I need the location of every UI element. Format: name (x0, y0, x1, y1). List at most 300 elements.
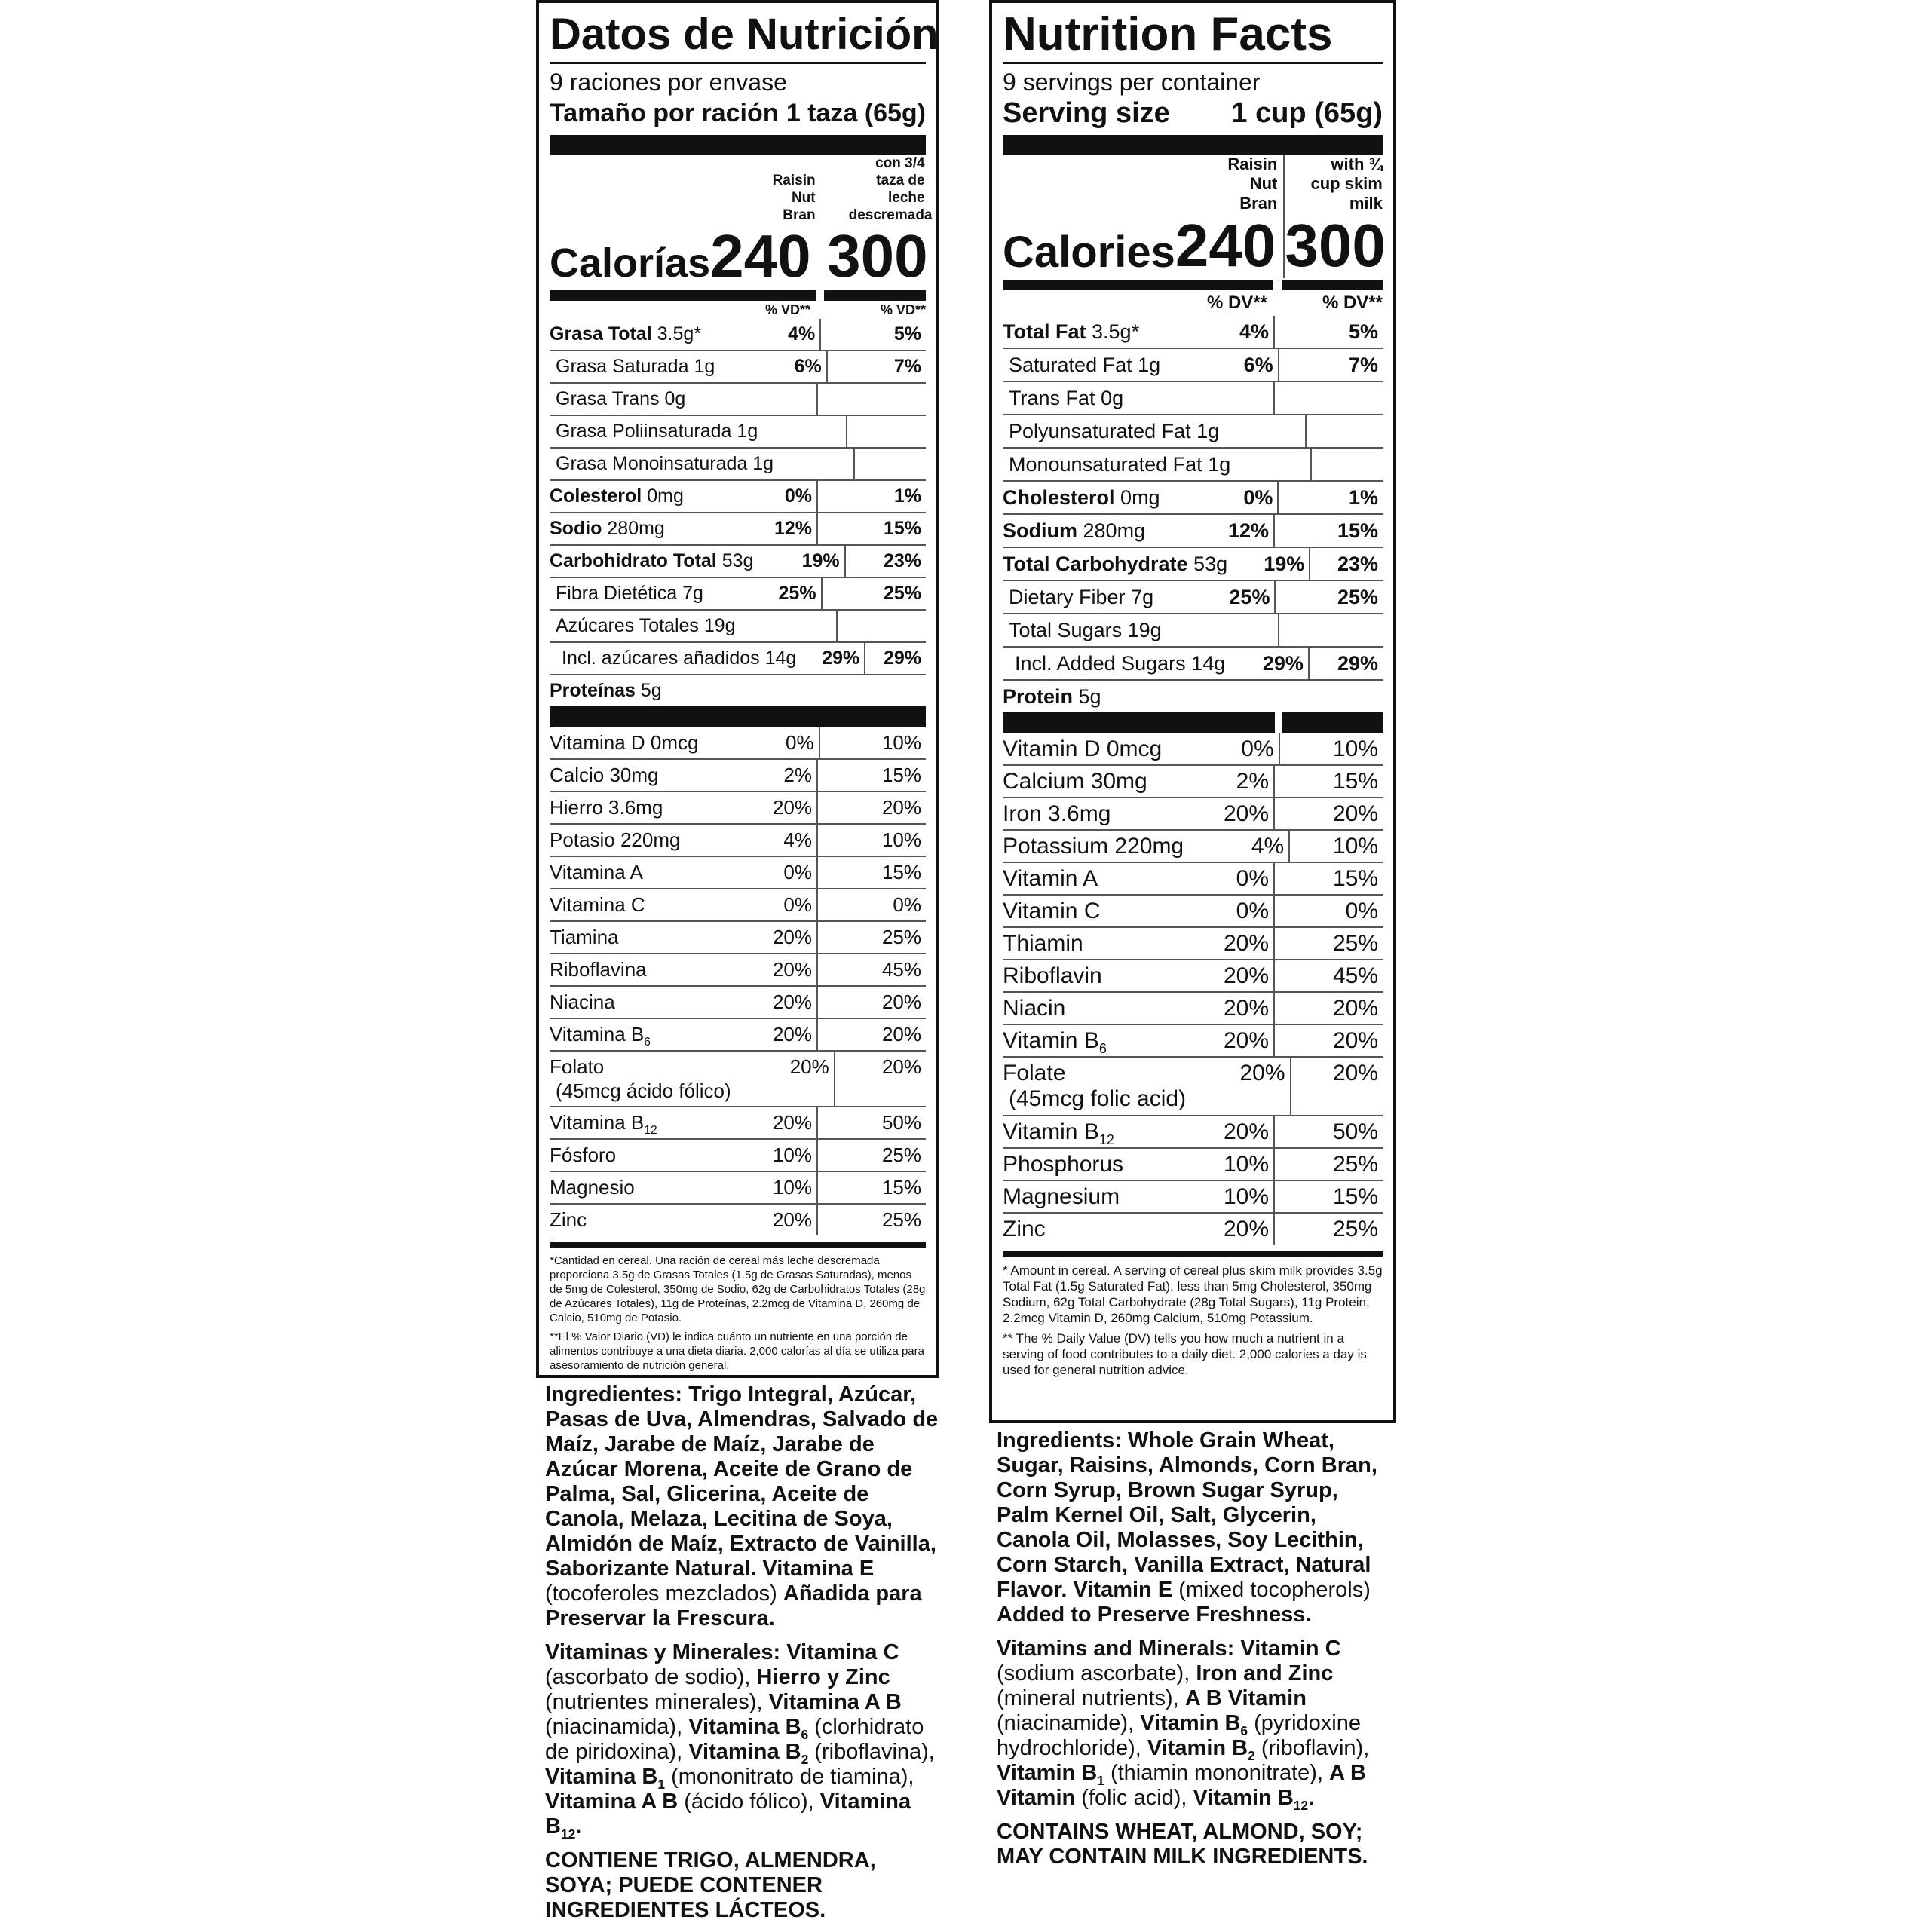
servings-per-container: 9 raciones por envase (550, 69, 787, 96)
nutrient-row (550, 675, 926, 706)
nutrient-name (550, 449, 774, 479)
calories-milk: 300 (1285, 212, 1386, 279)
vitamin-dv-cereal: 10% (772, 1176, 812, 1199)
nutrient-label: Polyunsaturated Fat (1009, 420, 1191, 442)
nutrient-dv-cereal (736, 611, 836, 641)
vitamin-dv-cereal: 20% (1223, 1028, 1269, 1053)
vm-text: Vitamina A B (545, 1790, 679, 1814)
vitamin-note: (45mcg folic acid) (1009, 1086, 1187, 1111)
vitamin-dv-cereal: 4% (1251, 834, 1285, 859)
vitamin-row (550, 760, 926, 792)
ingredients-text: Ingredients: Whole Grain Wheat, Sugar, Raisins, Almonds, Corn Bran, Corn Syrup, Brown Sugar Syrup, Palm Kernel Oil, Salt, Glycerin, Canola Oil, Molasses, Soy Lecithin, Corn Starch, Vanilla Extract, Natural Flavor. Vitamin E (997, 1428, 1377, 1602)
nutrient-row (550, 449, 926, 481)
vitamin-dv-cereal: 20% (1223, 996, 1269, 1021)
nutrient-dv-milk: 23% (844, 546, 926, 577)
vitamin-label: Niacin (1003, 996, 1066, 1021)
nutrient-name (550, 384, 694, 415)
vitamin-dv-milk: 20% (1273, 798, 1383, 829)
vm-text: Vitamin B (997, 1761, 1098, 1785)
nutrient-dv-milk: 15% (816, 513, 926, 544)
nutrient-row (550, 481, 926, 513)
nutrient-dv-milk: 25% (821, 578, 926, 609)
vitamin-dv-cereal: 0% (783, 861, 812, 883)
vm-text: A B Vitamin (1184, 1686, 1307, 1710)
vm-subscript: 2 (1248, 1747, 1255, 1763)
vitamin-name (1003, 896, 1151, 926)
dv-header (550, 301, 926, 319)
calories-col-cereal (710, 172, 818, 289)
nutrient-row (550, 416, 926, 449)
vitamin-row (550, 1140, 926, 1172)
nutrient-amount: 1g (752, 453, 774, 474)
nutrient-label: Sodio (550, 518, 602, 539)
nutrient-label: Total Fat (1003, 320, 1086, 343)
serving-size-label: Tamaño por ración (550, 99, 779, 127)
nutrient-dv-milk: 7% (1278, 349, 1383, 381)
vitamin-name (1003, 1214, 1151, 1245)
nutrient-amount: 280mg (1083, 519, 1146, 542)
vitamin-dv-milk: 20% (1273, 1025, 1383, 1056)
vitamin-label: Phosphorus (1003, 1152, 1124, 1177)
vitamin-row (550, 825, 926, 857)
vitamin-name (550, 1205, 694, 1235)
vitamin-name (550, 1019, 694, 1050)
calories-row (1003, 155, 1386, 279)
vitamin-row (1003, 766, 1383, 798)
nutrient-name (1003, 648, 1225, 679)
vm-subscript: 12 (560, 1826, 576, 1842)
vitamin-dv-milk: 25% (1273, 1149, 1383, 1180)
nutrient-name (1003, 349, 1160, 381)
nutrient-name (550, 481, 694, 512)
vitamin-name (550, 1172, 694, 1203)
nutrient-row (550, 384, 926, 416)
panel-title: Datos de Nutrición (550, 8, 926, 64)
vitamin-label: Tiamina (550, 926, 619, 948)
vitamin-dv-milk: 15% (1273, 766, 1383, 797)
nutrient-row (1003, 548, 1383, 581)
nutrient-name (1003, 482, 1160, 513)
nutrient-dv-cereal (1219, 415, 1305, 447)
vm-label: Vitaminas y Minerales: Vitamina C (545, 1640, 899, 1664)
nutrient-label: Incl. Added Sugars (1015, 652, 1186, 675)
calories-divider (550, 290, 926, 301)
nutrient-row (550, 351, 926, 384)
footnote-daily-value: ** The % Daily Value (DV) tells you how much a nutrient in a serving of food contributes to a daily diet. 2,000 calories a day is used for general nutrition advice. (1003, 1331, 1367, 1377)
vitamin-name (1003, 863, 1151, 894)
nutrient-row (1003, 415, 1383, 449)
vitamin-dv-milk: 15% (816, 1172, 926, 1203)
vitamin-name (1003, 1116, 1151, 1147)
vitamin-list (1003, 733, 1383, 1245)
nutrient-dv-cereal: 12% (1227, 519, 1269, 542)
calories-divider (1003, 280, 1383, 290)
nutrient-dv-milk (816, 675, 926, 706)
nutrient-amount: 7g (682, 583, 703, 604)
vitamin-label: Thiamin (1003, 931, 1083, 956)
vm-text: . (575, 1814, 582, 1839)
vitamin-label: Potasio 220mg (550, 828, 681, 851)
allergen-statement (997, 1820, 1389, 1869)
nutrient-amount: 0g (664, 388, 686, 409)
vitamin-row (1003, 1116, 1383, 1149)
nutrient-name (1003, 382, 1151, 414)
nutrient-dv-cereal: 4% (788, 323, 816, 344)
nutrient-name (1003, 415, 1219, 447)
vitamin-name (1003, 1149, 1151, 1180)
vitamin-label: Potassium 220mg (1003, 834, 1184, 859)
vitamin-row (550, 954, 926, 987)
column-header-milk: with ¾ cup skim milk (1310, 155, 1383, 213)
nutrient-dv-cereal (774, 449, 853, 479)
vm-subscript: 1 (657, 1776, 666, 1792)
nutrient-name (1003, 581, 1153, 613)
nutrient-row (550, 546, 926, 578)
nutrient-amount: 1g (1196, 420, 1220, 442)
nutrient-dv-milk: 23% (1309, 548, 1383, 580)
dv-header-cereal: % VD** (764, 302, 810, 317)
nutrient-dv-milk: 5% (819, 319, 926, 350)
vitamin-label: Vitamina A (550, 861, 643, 883)
vm-subscript: 2 (801, 1751, 809, 1767)
nutrient-amount: 0mg (1120, 486, 1160, 509)
vitamin-row (550, 922, 926, 954)
vitamin-row (1003, 863, 1383, 896)
vitamin-subscript: 6 (644, 1036, 651, 1049)
vitamin-name (550, 792, 694, 823)
nutrient-dv-cereal: 29% (1262, 652, 1304, 675)
nutrient-amount: 5g (1078, 685, 1101, 708)
vitamin-dv-milk: 10% (1288, 831, 1383, 862)
vitamin-divider (550, 706, 926, 727)
vitamin-row (550, 727, 926, 760)
vitamin-dv-milk: 20% (1290, 1058, 1383, 1115)
ingredients-text: Ingredientes: Trigo Integral, Azúcar, Pasas de Uva, Almendras, Salvado de Maíz, Jarabe de Maíz, Jarabe de Azúcar Morena, Aceite de Grano de Palma, Sal, Glicerina, Aceite de Canola, Melaza, Lecitina de Soya, Almidón de Maíz, Extracto de Vainilla, Saborizante Natural. Vitamina E (545, 1382, 939, 1581)
footnotes (550, 1242, 926, 1373)
vitamin-label: Zinc (550, 1208, 587, 1231)
nutrient-dv-milk: 29% (1308, 648, 1383, 679)
vitamin-label: Folato (550, 1055, 605, 1078)
vitamin-dv-cereal: 10% (772, 1144, 812, 1166)
vitamin-label: Riboflavina (550, 958, 647, 981)
nutrient-row (550, 643, 926, 675)
vitamin-dv-milk: 15% (816, 857, 926, 888)
nutrient-label: Sodium (1003, 519, 1077, 542)
nutrient-dv-milk: 25% (1274, 581, 1383, 613)
nutrient-amount: 280mg (607, 518, 665, 539)
ingredients-english (997, 1428, 1389, 1878)
vitamin-dv-cereal: 20% (772, 926, 812, 948)
vitamin-row (1003, 831, 1383, 863)
vitamin-row (550, 857, 926, 889)
vitamin-name (550, 954, 694, 985)
nutrient-dv-milk (816, 384, 926, 415)
thick-divider (550, 135, 926, 155)
vitamin-label: Hierro 3.6mg (550, 796, 663, 819)
dv-header (1003, 290, 1383, 316)
vm-text: (pyridoxine hydrochloride), (997, 1711, 1361, 1760)
nutrient-amount: 3.5g* (1092, 320, 1140, 343)
vitamin-row (550, 889, 926, 922)
vitamin-label: Iron 3.6mg (1003, 801, 1111, 826)
vitamin-label: Folate (1003, 1061, 1066, 1085)
nutrient-label: Proteínas (550, 680, 636, 701)
vitamin-dv-cereal: 20% (772, 796, 812, 819)
vitamin-dv-milk: 25% (1273, 928, 1383, 959)
vitamin-dv-cereal: 10% (1223, 1152, 1269, 1177)
nutrient-dv-milk: 7% (826, 351, 926, 382)
vitamin-label: Calcio 30mg (550, 764, 659, 786)
vm-text: Vitamina B (688, 1715, 801, 1739)
nutrient-dv-cereal: 0% (784, 485, 812, 507)
vitamin-row (1003, 960, 1383, 993)
vitamin-row (550, 1205, 926, 1235)
calories-row (550, 155, 933, 289)
nutrient-dv-milk (1305, 415, 1383, 447)
vm-subscript: 12 (1293, 1797, 1309, 1813)
nutrient-dv-cereal: 19% (1264, 553, 1305, 575)
vm-text: Vitamina B (545, 1765, 658, 1789)
vitamin-label: Vitamin B (1003, 1119, 1099, 1144)
nutrient-amount: 5g (640, 680, 662, 701)
calories-cereal: 240 (710, 222, 811, 289)
nutrient-name (1003, 548, 1227, 580)
nutrient-dv-milk (1273, 382, 1383, 414)
vitamin-dv-milk: 10% (819, 727, 926, 758)
vitamin-row (1003, 1025, 1383, 1058)
vm-text: (mononitrato de tiamina), (665, 1765, 914, 1789)
nutrition-panel-spanish (536, 0, 939, 1378)
vm-text: (riboflavina), (808, 1740, 935, 1764)
nutrient-dv-milk: 29% (864, 643, 926, 674)
nutrient-row (1003, 648, 1383, 681)
vitamin-name (1003, 831, 1184, 862)
vitamin-name (550, 1052, 731, 1106)
vitamin-dv-cereal: 0% (786, 731, 814, 754)
vitamin-dv-milk: 20% (1273, 993, 1383, 1024)
vm-label: Vitamins and Minerals: Vitamin C (997, 1637, 1341, 1661)
vitamin-row (550, 1052, 926, 1107)
vm-text: (niacinamida), (545, 1715, 689, 1739)
vitamin-dv-cereal: 10% (1223, 1184, 1269, 1209)
vitamin-name (1003, 798, 1151, 829)
ingredients-freshness: Añadida para Preservar la Frescura. (545, 1581, 922, 1630)
nutrient-name (1003, 449, 1230, 480)
nutrient-amount: 14g (1191, 652, 1226, 675)
nutrient-label: Dietary Fiber (1009, 586, 1126, 608)
vitamin-dv-cereal: 20% (772, 1023, 812, 1046)
vitamin-dv-cereal: 20% (1223, 931, 1269, 956)
footnote-amount: *Cantidad en cereal. Una ración de cereal más leche descremada proporciona 3.5g de Grasas Totales (1.5g de Grasas Saturadas), menos de 5mg de Colesterol, 350mg de Sodio, 62g de Carbohidratos Totales (28g de Azúcares Totales), 11g de Proteínas, 2.2mcg de Vitamina D, 260mg de Calcio, 510mg de Potasio. (550, 1254, 926, 1324)
nutrient-label: Saturated Fat (1009, 354, 1132, 376)
nutrient-label: Incl. azúcares añadidos (562, 648, 760, 669)
vitamin-label: Vitamina B (550, 1023, 645, 1046)
nutrient-dv-cereal: 4% (1239, 320, 1269, 343)
calories-col-milk (819, 155, 933, 289)
nutrient-name (550, 611, 736, 641)
vitamin-label: Niacina (550, 990, 615, 1013)
nutrient-amount: 7g (1131, 586, 1154, 608)
vm-text: Vitamina A B (768, 1690, 902, 1714)
vitamin-label: Riboflavin (1003, 963, 1102, 988)
calories-label: Calorías (550, 240, 711, 286)
column-header-cereal: Raisin Nut Bran (1227, 155, 1278, 213)
vitamin-label: Fósforo (550, 1144, 617, 1166)
allergen-statement (545, 1848, 945, 1923)
nutrient-amount: 19g (1127, 619, 1162, 641)
serving-size-label: Serving size (1003, 97, 1170, 129)
vitamin-row (550, 1172, 926, 1205)
nutrient-dv-milk (853, 449, 926, 479)
vitamin-dv-cereal: 2% (783, 764, 812, 786)
nutrient-amount: 19g (703, 615, 736, 636)
serving-size-value: 1 cup (65g) (1231, 97, 1383, 129)
vitamin-dv-milk: 0% (1273, 896, 1383, 926)
vitamin-dv-cereal: 0% (1236, 866, 1269, 891)
vitamin-name (1003, 733, 1162, 764)
nutrient-dv-milk: 5% (1273, 316, 1383, 348)
vitamin-name (1003, 766, 1151, 797)
nutrient-dv-milk: 15% (1273, 515, 1383, 547)
vitamin-note: (45mcg ácido fólico) (556, 1079, 731, 1102)
vitamin-name (550, 922, 694, 953)
vitamin-dv-milk: 20% (816, 987, 926, 1018)
vitamin-dv-cereal: 20% (772, 1111, 812, 1134)
allergen-text: CONTAINS WHEAT, ALMOND, SOY; MAY CONTAIN MILK INGREDIENTS. (997, 1820, 1368, 1869)
vitamin-dv-cereal: 2% (1236, 769, 1269, 794)
vm-text: (sodium ascorbate), (997, 1661, 1196, 1686)
vitamin-row (1003, 798, 1383, 831)
vitamin-row (550, 792, 926, 825)
nutrient-dv-cereal: 6% (1243, 354, 1273, 376)
nutrient-row (550, 319, 926, 351)
vitamin-dv-milk: 20% (834, 1052, 926, 1106)
vitamin-name (550, 857, 694, 888)
nutrient-row (1003, 449, 1383, 482)
nutrient-dv-milk (1310, 449, 1383, 480)
ingredients-paragraph (997, 1428, 1389, 1627)
calories-label: Calories (1003, 228, 1175, 277)
nutrient-row (1003, 349, 1383, 382)
footnote-amount: * Amount in cereal. A serving of cereal plus skim milk provides 3.5g Total Fat (1.5g Saturated Fat), less than 5mg Cholesterol, 350mg Sodium, 62g Total Carbohydrate (28g Total Sugars), 11g Protein, 2.2mcg Vitamin D, 260mg Calcium, 510mg Potassium. (1003, 1263, 1383, 1325)
nutrient-amount: 3.5g* (657, 323, 702, 344)
nutrient-row (1003, 681, 1383, 712)
vitamin-subscript: 12 (644, 1124, 657, 1137)
ingredients-note: (mixed tocopherols) (1172, 1578, 1371, 1602)
vitamin-dv-milk: 25% (1273, 1214, 1383, 1245)
vitamin-dv-cereal: 0% (1241, 736, 1274, 761)
vitamin-row (1003, 733, 1383, 766)
vitamin-list (550, 727, 926, 1235)
vitamin-dv-milk: 20% (816, 1019, 926, 1050)
vm-subscript: 6 (801, 1726, 809, 1742)
vitamin-row (550, 1019, 926, 1052)
column-header-cereal: Raisin Nut Bran (772, 173, 816, 223)
vitamin-label: Vitamina D 0mcg (550, 731, 699, 754)
serving-size-value: 1 taza (65g) (786, 99, 926, 127)
nutrient-row (1003, 515, 1383, 548)
vitamin-dv-milk: 45% (1273, 960, 1383, 991)
vitamin-name (1003, 1025, 1151, 1056)
allergen-text: CONTIENE TRIGO, ALMENDRA, SOYA; PUEDE CONTENER INGREDIENTES LÁCTEOS. (545, 1848, 876, 1922)
thick-divider (1003, 135, 1383, 155)
vitamins-minerals-paragraph (545, 1640, 945, 1842)
dv-header-cereal: % DV** (1206, 292, 1267, 313)
nutrient-row (550, 513, 926, 546)
vm-text: (mineral nutrients), (997, 1686, 1185, 1710)
nutrient-amount: 1g (694, 356, 715, 377)
vitamin-name (1003, 1058, 1186, 1115)
nutrient-name (1003, 515, 1151, 547)
vitamin-subscript: 12 (1098, 1132, 1114, 1147)
vitamin-row (550, 1107, 926, 1140)
nutrient-dv-cereal (1162, 614, 1279, 646)
vitamin-name (550, 727, 699, 758)
nutrient-label: Carbohidrato Total (550, 550, 717, 571)
nutrient-row (1003, 614, 1383, 648)
nutrient-dv-cereal: 25% (1229, 586, 1270, 608)
nutrient-label: Total Carbohydrate (1003, 553, 1188, 575)
vitamin-label: Vitamin C (1003, 899, 1101, 923)
servings-per-container: 9 servings per container (1003, 69, 1261, 96)
nutrient-row (550, 578, 926, 611)
vitamin-dv-milk: 20% (816, 792, 926, 823)
nutrient-label: Trans Fat (1009, 387, 1095, 409)
vm-text: (ácido fólico), (678, 1790, 820, 1814)
nutrient-dv-milk (846, 416, 926, 447)
vm-subscript: 6 (1240, 1722, 1248, 1738)
nutrient-name (550, 643, 796, 674)
nutrient-name (550, 513, 694, 544)
ingredients-freshness: Added to Preserve Freshness. (997, 1603, 1312, 1627)
nutrient-list (550, 319, 926, 706)
nutrient-label: Cholesterol (1003, 486, 1115, 509)
vitamin-dv-cereal: 20% (1223, 1217, 1269, 1242)
nutrient-dv-milk (1278, 614, 1383, 646)
ingredients-note: (tocoferoles mezclados) (545, 1581, 783, 1606)
nutrient-amount: 0g (1101, 387, 1124, 409)
vitamin-row (1003, 896, 1383, 928)
vitamin-dv-milk: 25% (816, 1205, 926, 1235)
vitamin-dv-cereal: 20% (772, 990, 812, 1013)
vm-text: Vitamina B (688, 1740, 801, 1764)
nutrient-name (1003, 614, 1162, 646)
vm-text: (niacinamide), (997, 1711, 1141, 1735)
nutrient-label: Grasa Poliinsaturada (556, 421, 732, 442)
nutrient-dv-cereal (694, 384, 816, 415)
panel-title: Nutrition Facts (1003, 8, 1383, 64)
vitamin-label: Vitamin D 0mcg (1003, 736, 1163, 761)
vitamin-dv-cereal: 20% (772, 958, 812, 981)
vitamin-row (1003, 1214, 1383, 1245)
nutrient-name (550, 351, 715, 382)
nutrient-dv-milk: 1% (1277, 482, 1383, 513)
vitamin-label: Zinc (1003, 1217, 1046, 1242)
vitamin-name (550, 825, 694, 856)
nutrient-dv-cereal (1151, 382, 1273, 414)
vitamin-row (1003, 993, 1383, 1025)
vm-text: (ascorbato de sodio), (545, 1665, 757, 1689)
nutrient-amount: 53g (1193, 553, 1228, 575)
vitamin-dv-milk: 25% (816, 1140, 926, 1171)
vitamin-dv-cereal: 4% (783, 828, 812, 851)
ingredients-spanish (545, 1382, 945, 1932)
vitamin-dv-milk: 50% (816, 1107, 926, 1138)
nutrient-row (1003, 482, 1383, 515)
nutrient-label: Total Sugars (1009, 619, 1123, 641)
vitamin-dv-cereal: 20% (1223, 801, 1269, 826)
vm-text: (folic acid), (1075, 1786, 1193, 1810)
